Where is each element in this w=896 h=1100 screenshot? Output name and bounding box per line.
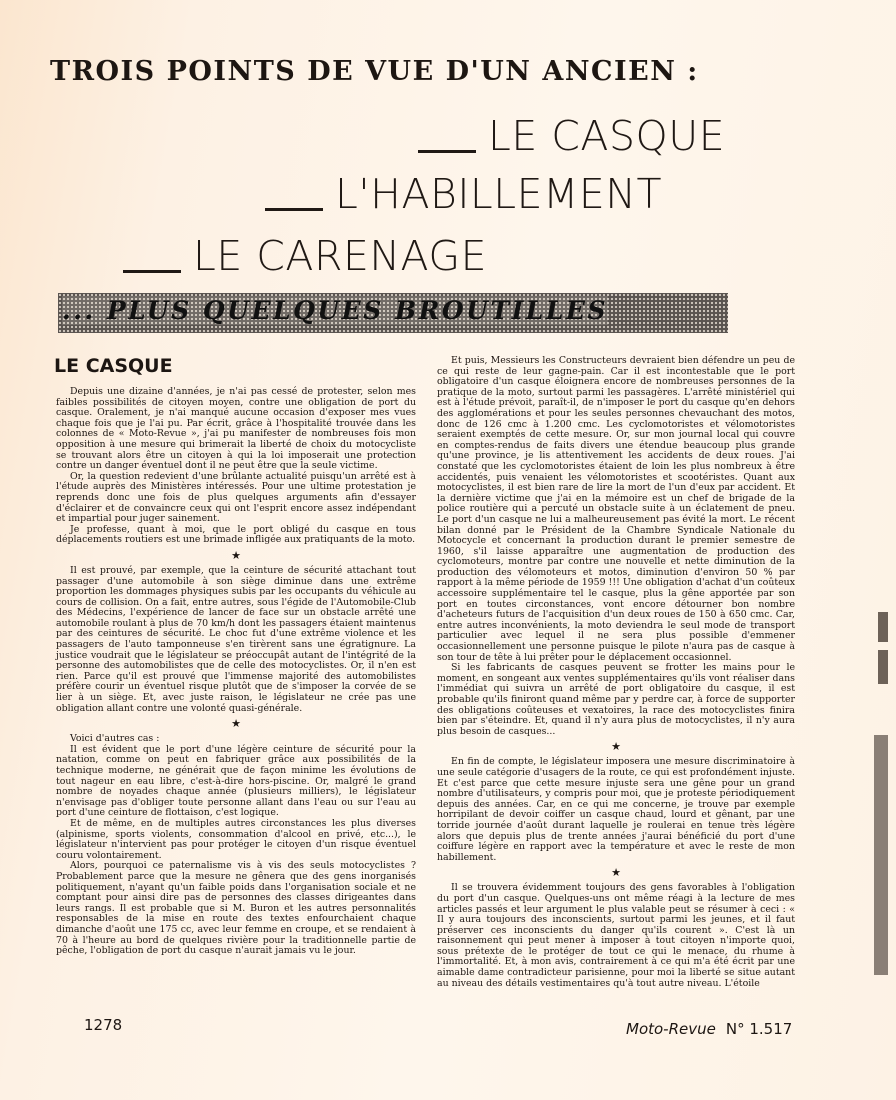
magazine-footer <box>626 1020 792 1038</box>
subtitle-habillement <box>265 170 662 218</box>
article-title: TROIS POINTS DE VUE D'UN ANCIEN : <box>50 56 699 87</box>
star-separator: ★ <box>231 548 241 562</box>
paragraph: Il est prouvé, par exemple, que la ceinture de sécurité attachant tout passager d'une automobile à son siège diminue dans une extrême proportion les dommages physiques subis par les occupants du véhicule au cours de collision. On a fait, entre autres, sous l'égide de l'Automobile-Club des Médecins, l'expérience de lancer de face sur un obstacle arrêté une automobile roulant à plus de 70 km/h dont les passagers étaient maintenus par des ceintures de sécurité. Le choc fut d'une extrême violence et les passagers de l'auto tamponneuse s'en tirèrent sans une égratignure. La justice voudrait que le législateur se préoccupât autant de l'intégrité de la personne des automobilistes que de celle des motocyclistes. Or, il n'en est rien. Parce qu'il est prouvé que l'immense majorité des automobilistes préfère courir un éventuel risque plutôt que de s'imposer la corvée de se lier à un siège. Et, avec juste raison, le législateur ne crée pas une obligation allant contre une volonté quasi-générale. <box>56 564 416 714</box>
star-separator: ★ <box>611 740 621 754</box>
edge-mark <box>878 612 888 642</box>
paragraph: Et puis, Messieurs les Constructeurs devraient bien défendre un peu de ce qui reste de leur gagne-pain. Car il est incontestable que le port obligatoire d'un casque éloignera encore de nombreuses personnes de la pratique de la moto, surtout parmi les passagères. L'arrêté ministériel qui est à l'étude prévoit, paraît-il, de n'imposer le port du casque qu'en dehors des agglomérations et pour les seules personnes chevauchant des motos, donc de 126 cmc à 1.200 cmc. Les cyclomotoristes et vélomotoristes seraient exemptés de cette mesure. Or, sur mon journal local qui couvre en comptes-rendus de faits divers une étendue beaucoup plus grande qu'une province, je lis attentivement les accidents de deux roues. J'ai constaté que les cyclomotoristes étaient de loin les plus nombreux à être accidentés, puis venaient les vélomotoristes et scootéristes. Quant aux motocyclistes, il est bien rare de lire la mort de l'un d'eux par accident. Et la dernière victime que j'ai en la mémoire est un chef de brigade de la police routière qui a percuté un obstacle suite à un éclatement de pneu. Le port d'un casque ne lui a malheureusement pas évité la mort. Le récent bilan donné par le Président de la Chambre Syndicale Nationale du Motocycle et concernant la production durant le premier semestre de 1960, s'il laisse apparaître une augmentation de production des cyclomoteurs, montre par contre une nouvelle et nette diminution de la production des vélomoteurs et motos, diminution d'environ 50 % par rapport à la même période de 1959 !!! Une obligation d'achat d'un coûteux accessoire supplémentaire tel le casque, plus la gêne apportée par son port en toutes circonstances, vont encore détourner bon nombre d'acheteurs futurs de l'acquisition d'un deux roues de 150 à 650 cmc. Car, entre autres inconvénients, la moto deviendra le seul mode de transport particulier avec lequel il ne sera plus possible d'emmener occasionnellement une personne puisque le pilote n'aura pas de casque à son tour de tête à lui prêter pour le déplacement occasionnel. <box>437 355 795 663</box>
paragraph: Et de même, en de multiples autres circonstances les plus diverses (alpinisme, sports violents, consommation d'alcool en privé, etc...), le législateur n'intervient pas pour protéger le citoyen d'un risque éventuel couru volontairement. <box>56 817 416 861</box>
paragraph: Je professe, quant à moi, que le port obligé du casque en tous déplacements routiers est une brimade infligée aux pratiquants de la moto. <box>56 523 416 546</box>
magazine-name: Moto-Revue <box>626 1020 716 1038</box>
page-number: 1278 <box>84 1016 123 1034</box>
left-column <box>56 355 416 957</box>
paragraph: Depuis une dizaine d'années, je n'ai pas cessé de protester, selon mes faibles possibilités de citoyen moyen, contre une obligation de port du casque. Oralement, je n'ai manqué aucune occasion d'exposer mes vues chaque fois que je l'ai pu. Par écrit, grâce à l'hospitalité trouvée dans les colonnes de « Moto-Revue », j'ai pu manifester de nombreuses fois mon opposition à une mesure qui brimerait la liberté de choix du motocycliste se trouvant alors être un citoyen à qui la loi imposerait une protection contre un danger éventuel dont il ne peut être que la seule victime. <box>56 386 416 472</box>
dash-rule <box>123 270 181 273</box>
paragraph: Il se trouvera évidemment toujours des gens favorables à l'obligation du port d'un casque. Quelques-uns ont même réagi à la lecture de mes articles passés et leur argument le plus valable peut se résumer à ceci : « Il y aura toujours des inconscients, surtout parmi les jeunes, et il faut préserver ces inconscients du danger qu'ils courent ». C'est là un raisonnement qui peut mener à imposer à tout citoyen n'importe quoi, sous prétexte de le protéger de tout ce qui le menace, du rhume à l'immortalité. Et, à mon avis, contrairement à ce qui m'a été écrit par une aimable dame contradicteur parisienne, pour moi la liberté se situe autant au niveau des détails vestimentaires qu'à tout autre niveau. L'étoile <box>437 882 795 989</box>
star-separator: ★ <box>231 717 241 731</box>
edge-mark <box>878 650 888 684</box>
banner-text: ... PLUS QUELQUES BROUTILLES <box>62 296 609 325</box>
dash-rule <box>418 150 476 153</box>
paragraph: En fin de compte, le législateur imposera une mesure discriminatoire à une seule catégorie d'usagers de la route, ce qui est profondément injuste. Et c'est parce que cette mesure injuste sera une gêne pour un grand nombre d'utilisateurs, y compris pour moi, que je proteste périodiquement depuis des années. Car, en ce qui me concerne, je trouve par exemple horripilant de devoir coiffer un casque chaud, lourd et gênant, par une torride journée d'août durant laquelle je roulerai en tenue très légère alors que depuis plus de trente années j'aurai bénéficié du port d'une coiffure légère en rapport avec la température et avec le reste de mon habillement. <box>437 756 795 863</box>
dash-rule <box>265 208 323 211</box>
section-heading: LE CASQUE <box>54 355 173 377</box>
issue-number: N° 1.517 <box>725 1020 793 1038</box>
paragraph: Si les fabricants de casques peuvent se frotter les mains pour le moment, en songeant aux ventes supplémentaires qu'ils vont réaliser dans l'immédiat qui suivra un arrêté de port obligatoire du casque, il est probable qu'ils finiront quand même par y perdre car, à force de supporter des obligations coûteuses et vexatoires, la race des motocyclistes finira bien par s'éteindre. Et, quand il n'y aura plus de motocyclistes, il n'y aura plus besoin de casques... <box>437 662 795 737</box>
subtitle-text: LE CARENAGE <box>193 232 488 280</box>
banner-title <box>58 296 732 330</box>
right-column <box>437 356 795 989</box>
paragraph: Voici d'autres cas : <box>70 733 160 745</box>
edge-mark <box>874 735 888 975</box>
subtitle-text: L'HABILLEMENT <box>335 170 663 218</box>
subtitle-carenage <box>123 232 487 280</box>
paragraph: Il est évident que le port d'une légère ceinture de sécurité pour la natation, comme on peut en fabriquer grâce aux possibilités de la technique moderne, ne générait que de façon minime les évolutions de tout nageur en eau libre, c'est-à-dire hors-piscine. Or, malgré le grand nombre de noyades chaque année (plusieurs milliers), le législateur n'envisage pas d'obliger toute personne allant dans l'eau ou sur l'eau au port d'une ceinture de flottaison, c'est logique. <box>56 743 416 819</box>
subtitle-text: LE CASQUE <box>488 112 726 160</box>
paragraph: Or, la question redevient d'une brûlante actualité puisqu'un arrêté est à l'étude auprès des Ministères intéressés. Pour une ultime protestation je reprends donc une fois de plus quelques arguments afin d'essayer d'éclairer et de convaincre ceux qui ont l'esprit encore assez indépendant et impartial pour juger sainement. <box>56 470 416 525</box>
subtitle-casque <box>418 112 725 160</box>
star-separator: ★ <box>611 866 621 880</box>
paragraph: Alors, pourquoi ce paternalisme vis à vis des seuls motocyclistes ? Probablement parce que la mesure ne gênera que des gens inorganisés politiquement, n'ayant qu'un faible poids dans l'organisation sociale et ne comptant pour ainsi dire pas de personnes des classes dirigeantes dans leurs rangs. Il est probable que si M. Buron et les autres personnalités responsables de la mise en route des textes enfourchaient chaque dimanche d'août une 175 cc, avec leur femme en croupe, et se rendaient à 70 à l'heure au bord de quelques rivière pour la traditionnelle partie de pêche, l'obligation de port du casque n'aurait jamais vu le jour. <box>56 860 416 957</box>
